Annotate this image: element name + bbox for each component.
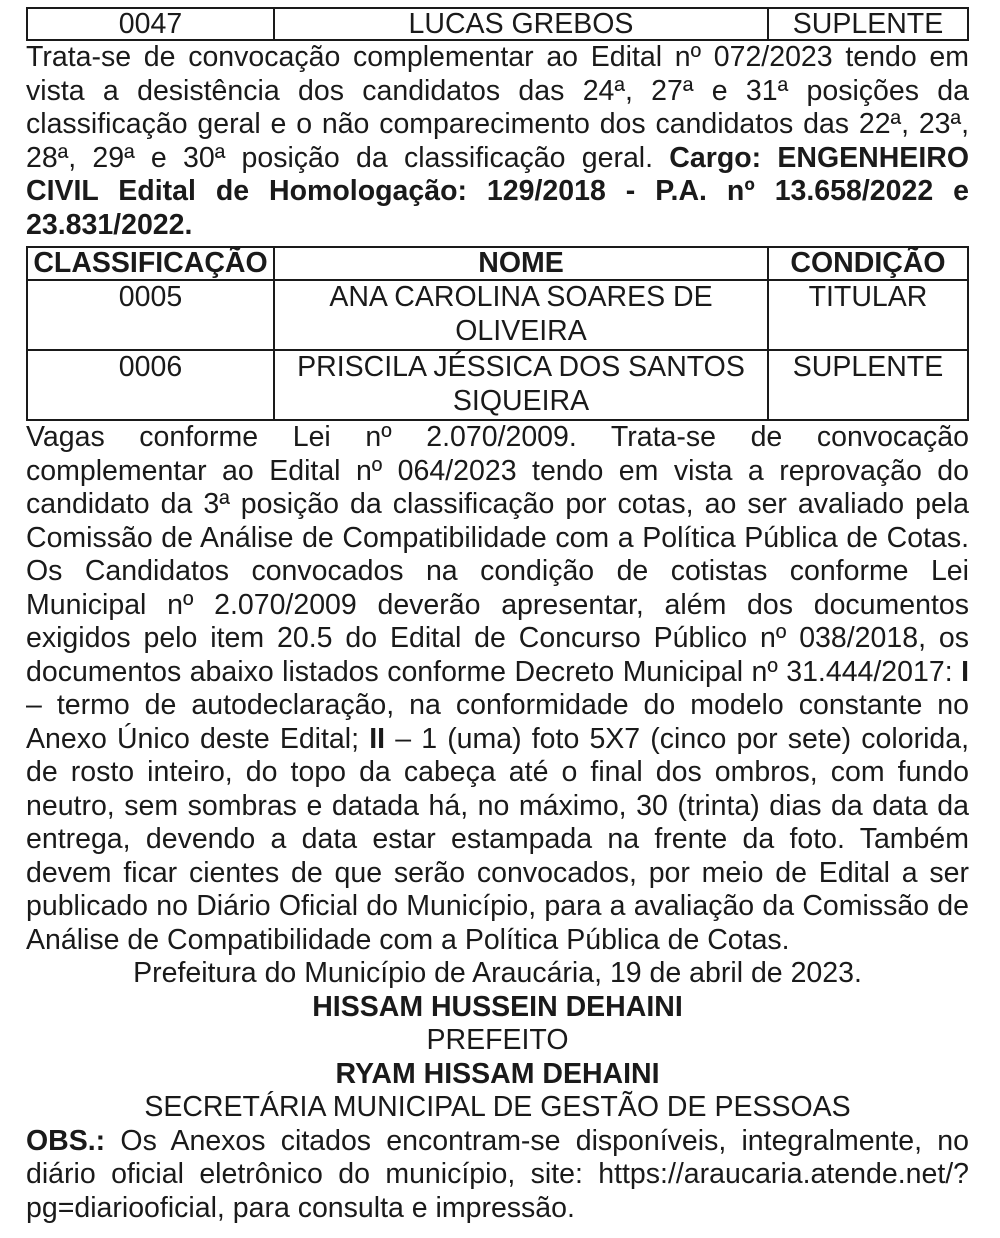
- name-cell: LUCAS GREBOS: [274, 8, 768, 40]
- signer-2-title: SECRETÁRIA MUNICIPAL DE GESTÃO DE PESSOAS: [144, 1091, 851, 1123]
- obs-label: OBS.:: [26, 1124, 106, 1157]
- table-row: [27, 280, 968, 350]
- obs-paragraph: [26, 1125, 969, 1226]
- classification-cell: 0047: [27, 8, 274, 40]
- obs-text: Os Anexos citados encontram-se disponíveis, integralmente, no diário oficial eletrônico do município, site: https://araucaria.atende.net/?pg=diariooficial, para consulta e impressão.: [26, 1124, 970, 1224]
- paragraph-convocation-2: [26, 421, 969, 957]
- document-page: [0, 7, 1000, 1238]
- classification-cell: 0006: [27, 350, 274, 420]
- header-classification: CLASSIFICAÇÃO: [27, 247, 274, 280]
- place-date: Prefeitura do Município de Araucária, 19 de abril de 2023.: [133, 957, 862, 989]
- top-table: [26, 7, 969, 41]
- item-2-text: – 1 (uma) foto 5X7 (cinco por sete) colorida, de rosto inteiro, do topo da cabeça até o final dos ombros, com fundo neutro, sem sombras e datada há, no máximo, 30 (trinta) dias da data da entrega, devendo a data estar estampada na frente da foto. Também devem ficar cientes de que serão convocados, por meio de Edital a ser publicado no Diário Oficial do Município, para a avaliação da Comissão de Análise de Compatibilidade com a Política Pública de Cotas.: [26, 722, 970, 956]
- item-1-text: – termo de autodeclaração, na conformidade do modelo constante no Anexo Único deste Edital;: [26, 689, 969, 755]
- header-condition: CONDIÇÃO: [768, 247, 968, 280]
- signer-1-name: HISSAM HUSSEIN DEHAINI: [312, 990, 683, 1023]
- signer-1-title: PREFEITO: [426, 1024, 569, 1056]
- candidates-table: [26, 246, 969, 421]
- paragraph-text: Trata-se de convocação complementar ao Edital nº 072/2023 tendo em vista a desistência dos candidatos das 24ª, 27ª e 31ª posições da classificação geral e o não comparecimento dos candidatos das 22ª, 23ª, 28ª, 29ª e 30ª posição da classificação geral.: [26, 41, 969, 174]
- condition-cell: SUPLENTE: [768, 8, 968, 40]
- name-cell: ANA CAROLINA SOARES DE OLIVEIRA: [274, 280, 768, 350]
- classification-cell: 0005: [27, 280, 274, 350]
- table-header-row: [27, 247, 968, 280]
- table-row: [27, 8, 968, 40]
- condition-cell: SUPLENTE: [768, 350, 968, 420]
- header-name: NOME: [274, 247, 768, 280]
- signer-2-name: RYAM HISSAM DEHAINI: [335, 1057, 660, 1090]
- paragraph-convocation-1: [26, 41, 969, 242]
- condition-cell: TITULAR: [768, 280, 968, 350]
- name-cell: PRISCILA JÉSSICA DOS SANTOS SIQUEIRA: [274, 350, 768, 420]
- paragraph-text: Vagas conforme Lei nº 2.070/2009. Trata-se de convocação complementar ao Edital nº 064/2023 tendo em vista a reprovação do candidato da 3ª posição da classificação por cotas, ao ser avaliado pela Comissão de Análise de Compatibilidade com a Política Pública de Cotas. Os Candidatos convocados na condição de cotistas conforme Lei Municipal nº 2.070/2009 deverão apresentar, além dos documentos exigidos pelo item 20.5 do Edital de Concurso Público nº 038/2018, os documentos abaixo listados conforme Decreto Municipal nº 31.444/2017:: [26, 421, 969, 688]
- item-2-label: II: [369, 722, 386, 755]
- item-1-label: I: [961, 655, 970, 688]
- table-row: [27, 350, 968, 420]
- cargo-line: Cargo: ENGENHEIRO CIVIL Edital de Homologação: 129/2018 - P.A. nº 13.658/2022 e 23.831/2022.: [26, 141, 969, 241]
